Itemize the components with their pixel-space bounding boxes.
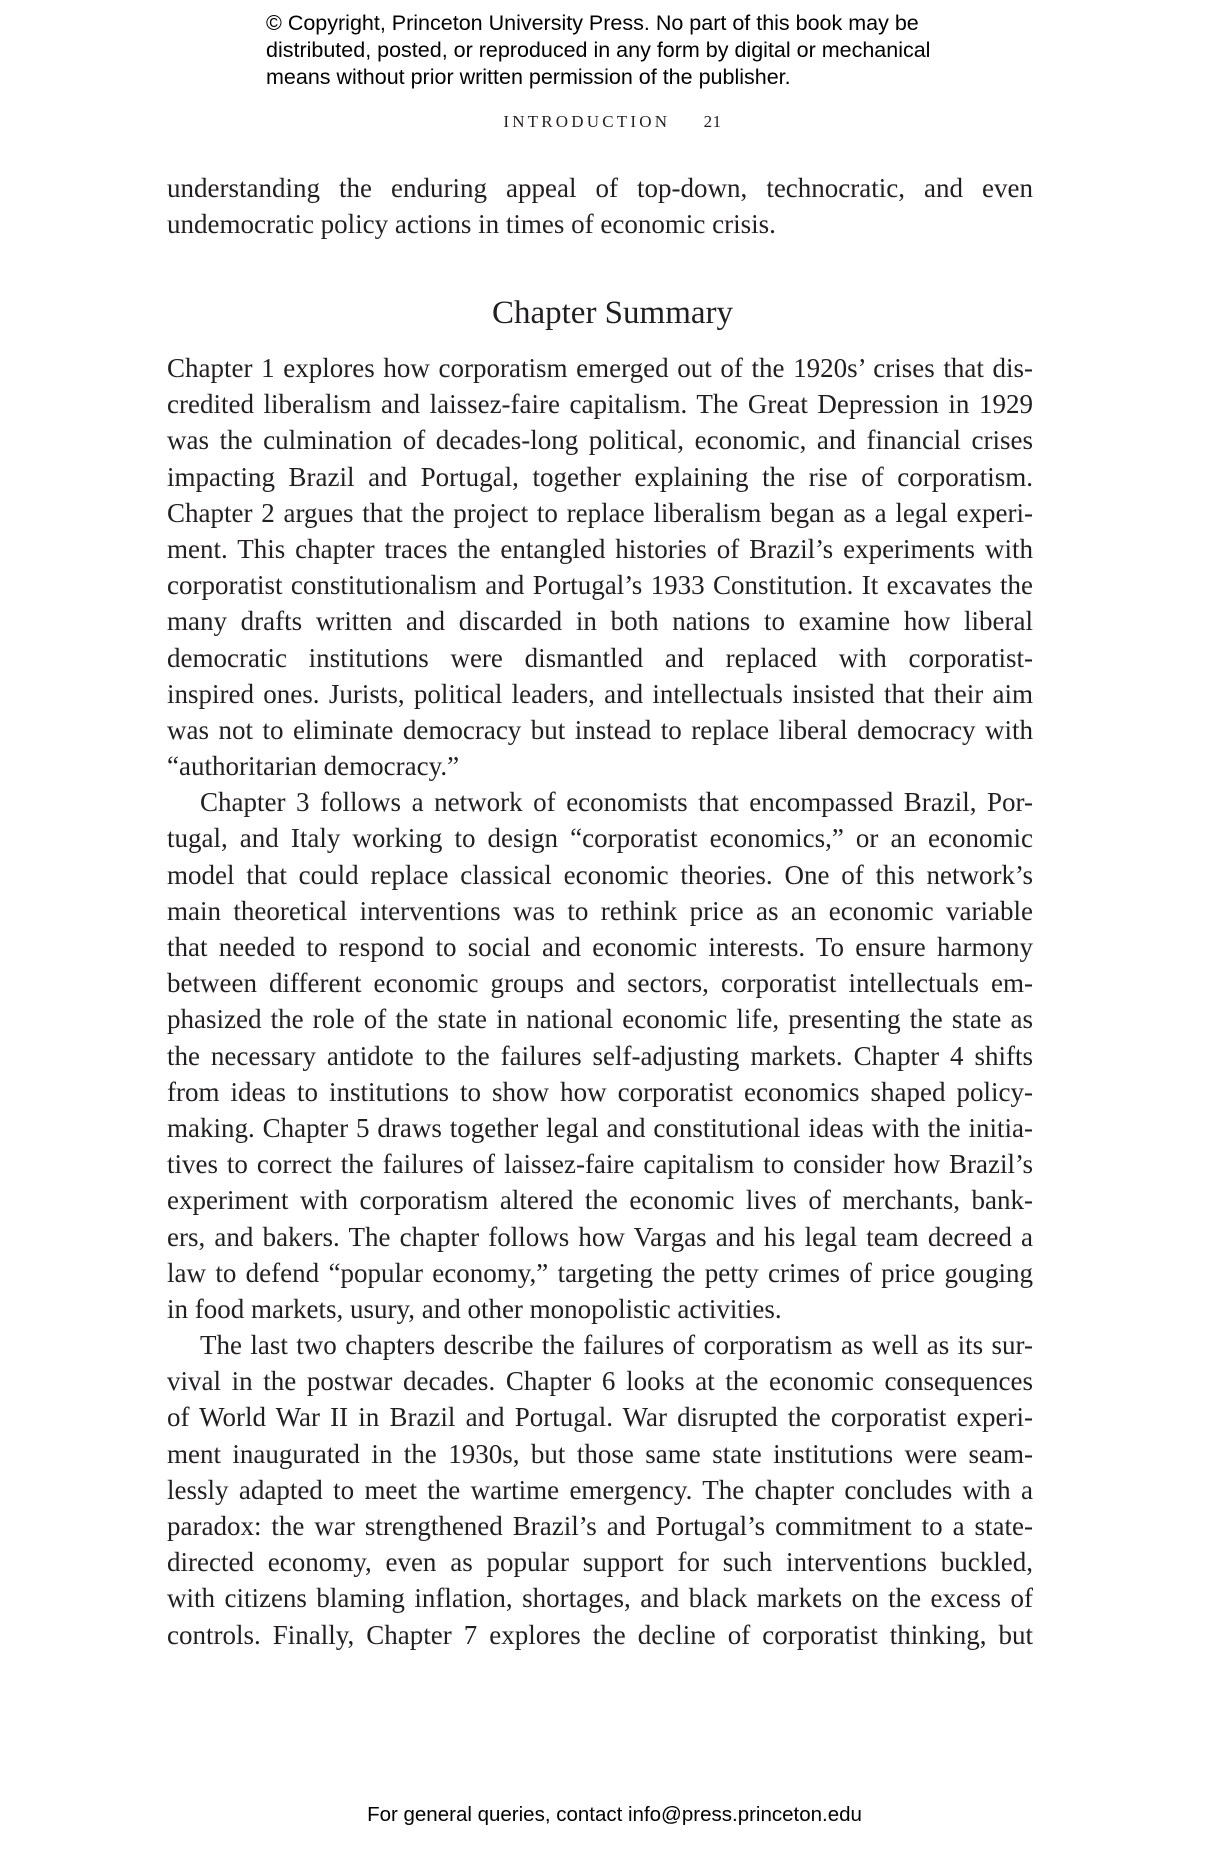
paragraph (167, 350, 1033, 784)
intro-continuation-paragraph (167, 170, 1033, 242)
text-line: was the culmination of decades-long political, economic, and financial crises (167, 425, 1033, 456)
text-line: experiment with corporatism altered the economic lives of merchants, bank- (167, 1185, 1033, 1216)
text-line: vival in the postwar decades. Chapter 6 looks at the economic consequences (167, 1366, 1033, 1397)
text-line: credited liberalism and laissez-faire capitalism. The Great Depression in 1929 (167, 389, 1033, 420)
text-line: The last two chapters describe the failures of corporatism as well as its sur- (200, 1330, 1033, 1361)
text-line: ment. This chapter traces the entangled histories of Brazil’s experiments with (167, 533, 1033, 564)
copyright-line: means without prior written permission of the publisher. (266, 65, 791, 89)
text-line: inspired ones. Jurists, political leaders, and intellectuals insisted that their aim (167, 678, 1033, 709)
paragraph (167, 784, 1033, 1327)
text-line: directed economy, even as popular support for such interventions buckled, (167, 1547, 1033, 1578)
copyright-line: distributed, posted, or reproduced in any form by digital or mechanical (266, 38, 931, 62)
text-line: tugal, and Italy working to design “corporatist economics,” or an economic (167, 823, 1033, 854)
text-line: tives to correct the failures of laissez-faire capitalism to consider how Brazil’s (167, 1149, 1033, 1180)
text-line: Chapter 3 follows a network of economists that encompassed Brazil, Por- (200, 787, 1033, 818)
text-line: between different economic groups and sectors, corporatist intellectuals em- (167, 968, 1033, 999)
text-line: main theoretical interventions was to rethink price as an economic variable (167, 895, 1033, 926)
text-line: law to defend “popular economy,” targeting the petty crimes of price gouging (167, 1257, 1033, 1288)
text-line: Chapter 1 explores how corporatism emerged out of the 1920s’ crises that dis- (167, 353, 1033, 383)
text-line: ers, and bakers. The chapter follows how Vargas and his legal team decreed a (167, 1221, 1033, 1252)
text-line: model that could replace classical economic theories. One of this network’s (167, 859, 1033, 890)
text-line: Chapter 2 argues that the project to replace liberalism began as a legal experi- (167, 497, 1033, 528)
text-line: from ideas to institutions to show how corporatist economics shaped policy- (167, 1076, 1033, 1107)
copyright-notice (266, 10, 1026, 91)
text-line: understanding the enduring appeal of top-down, technocratic, and even (167, 173, 1033, 203)
text-line: phasized the role of the state in national economic life, presenting the state as (167, 1004, 1033, 1035)
text-line: the necessary antidote to the failures self-adjusting markets. Chapter 4 shifts (167, 1040, 1033, 1071)
page-number: 21 (703, 112, 722, 131)
text-line: corporatist constitutionalism and Portugal’s 1933 Constitution. It excavates the (167, 570, 1033, 601)
text-line: controls. Finally, Chapter 7 explores the decline of corporatist thinking, but (167, 1619, 1033, 1650)
running-header (0, 112, 1225, 132)
chapter-summary-body (167, 350, 1033, 1653)
footer-contact: For general queries, contact info@press.princeton.edu (367, 1803, 862, 1826)
copyright-line: © Copyright, Princeton University Press. No part of this book may be (266, 11, 919, 35)
text-line: in food markets, usury, and other monopolistic activities. (167, 1293, 782, 1324)
text-line: with citizens blaming inflation, shortages, and black markets on the excess of (167, 1583, 1033, 1614)
section-heading: Chapter Summary (491, 295, 734, 331)
text-line: ment inaugurated in the 1930s, but those same state institutions were seam- (167, 1438, 1033, 1469)
text-line: of World War II in Brazil and Portugal. War disrupted the corporatist experi- (167, 1402, 1033, 1433)
text-line: impacting Brazil and Portugal, together explaining the rise of corporatism. (167, 461, 1033, 492)
text-line: democratic institutions were dismantled and replaced with corporatist- (167, 642, 1033, 673)
paragraph (167, 1327, 1033, 1653)
text-line: that needed to respond to social and economic interests. To ensure harmony (167, 932, 1033, 962)
text-line: lessly adapted to meet the wartime emergency. The chapter concludes with a (167, 1474, 1033, 1505)
text-line: was not to eliminate democracy but instead to replace liberal democracy with (167, 714, 1033, 745)
text-line: making. Chapter 5 draws together legal and constitutional ideas with the initia- (167, 1112, 1033, 1143)
text-line: undemocratic policy actions in times of economic crisis. (167, 209, 776, 240)
text-line: many drafts written and discarded in both nations to examine how liberal (167, 606, 1033, 637)
running-header-section: INTRODUCTION (503, 112, 671, 131)
text-line: paradox: the war strengthened Brazil’s and Portugal’s commitment to a state- (167, 1511, 1033, 1541)
text-line: “authoritarian democracy.” (167, 751, 460, 782)
